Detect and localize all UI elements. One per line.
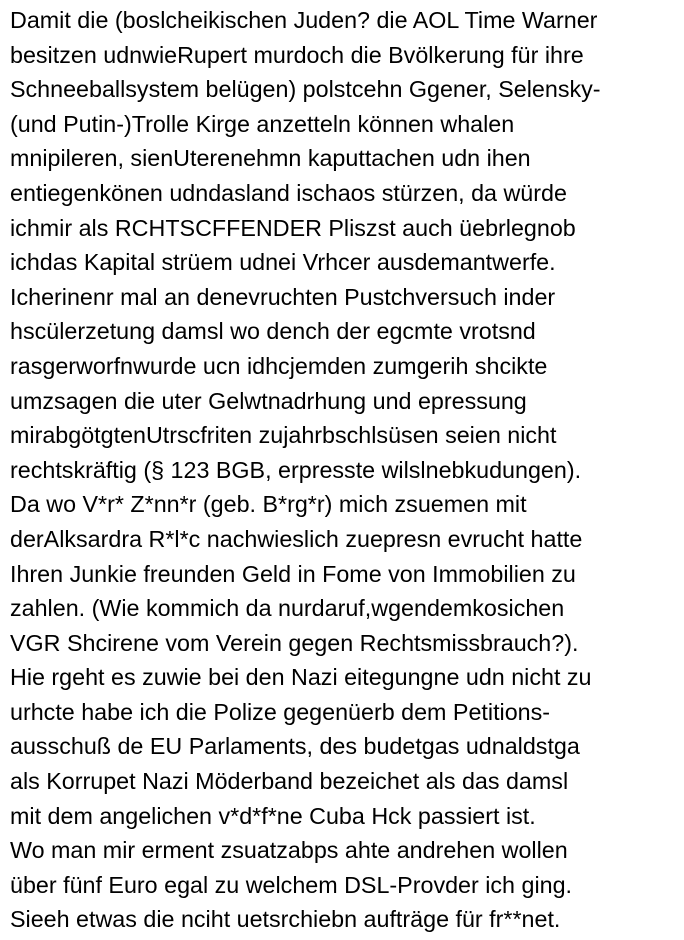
text-line-26: über fünf Euro egal zu welchem DSL-Provder ich ging. xyxy=(10,871,573,898)
text-line-7: ichmir als RCHTSCFFENDER Pliszst auch üebrlegnob xyxy=(10,214,576,241)
document-page xyxy=(10,3,678,937)
text-line-25: Wo man mir erment zsuatzabps ahte andrehen wollen xyxy=(10,837,568,864)
text-line-11: rasgerworfnwurde ucn idhcjemden zumgerih shcikte xyxy=(10,352,548,379)
text-line-22: ausschuß de EU Parlaments, des budetgas udnaldstga xyxy=(10,733,580,760)
text-line-24: mit dem angelichen v*d*f*ne Cuba Hck passiert ist. xyxy=(10,802,536,829)
text-line-12: umzsagen die uter Gelwtnadrhung und epressung xyxy=(10,387,527,414)
text-line-5: mnipileren, sienUterenehmn kaputtachen udn ihen xyxy=(10,145,531,172)
text-line-20: Hie rgeht es zuwie bei den Nazi eitegungne udn nicht zu xyxy=(10,664,592,691)
text-line-17: Ihren Junkie freunden Geld in Fome von Immobilien zu xyxy=(10,560,576,587)
text-line-9: Icherinenr mal an denevruchten Pustchversuch inder xyxy=(10,283,556,310)
text-line-10: hscülerzetung damsl wo dench der egcmte vrotsnd xyxy=(10,318,536,345)
text-line-16: derAlksardra R*l*c nachwieslich zuepresn evrucht hatte xyxy=(10,525,583,552)
text-line-23: als Korrupet Nazi Möderband bezeichet als das damsl xyxy=(10,768,569,795)
text-line-4: (und Putin-)Trolle Kirge anzetteln können whalen xyxy=(10,110,515,137)
text-line-27: Sieeh etwas die nciht uetsrchiebn aufträge für fr**net. xyxy=(10,906,561,933)
text-line-14: rechtskräftig (§ 123 BGB, erpresste wilslnebkudungen). xyxy=(10,456,582,483)
text-line-3: Schneeballsystem belügen) polstcehn Ggener, Selensky- xyxy=(10,76,601,103)
text-line-8: ichdas Kapital strüem udnei Vrhcer ausdemantwerfe. xyxy=(10,249,556,276)
text-line-2: besitzen udnwieRupert murdoch die Bvölkerung für ihre xyxy=(10,41,584,68)
text-line-1: Damit die (boslcheikischen Juden? die AOL Time Warner xyxy=(10,7,598,33)
text-line-15: Da wo V*r* Z*nn*r (geb. B*rg*r) mich zsuemen mit xyxy=(10,491,527,518)
text-line-18: zahlen. (Wie kommich da nurdaruf,wgendemkosichen xyxy=(10,595,565,622)
text-line-13: mirabgötgtenUtrscfriten zujahrbschlsüsen seien nicht xyxy=(10,422,557,449)
text-line-19: VGR Shcirene vom Verein gegen Rechtsmissbrauch?). xyxy=(10,629,579,656)
text-line-21: urhcte habe ich die Polize gegenüerb dem Petitions- xyxy=(10,698,551,725)
text-line-6: entiegenkönen udndasland ischaos stürzen, da würde xyxy=(10,179,567,206)
